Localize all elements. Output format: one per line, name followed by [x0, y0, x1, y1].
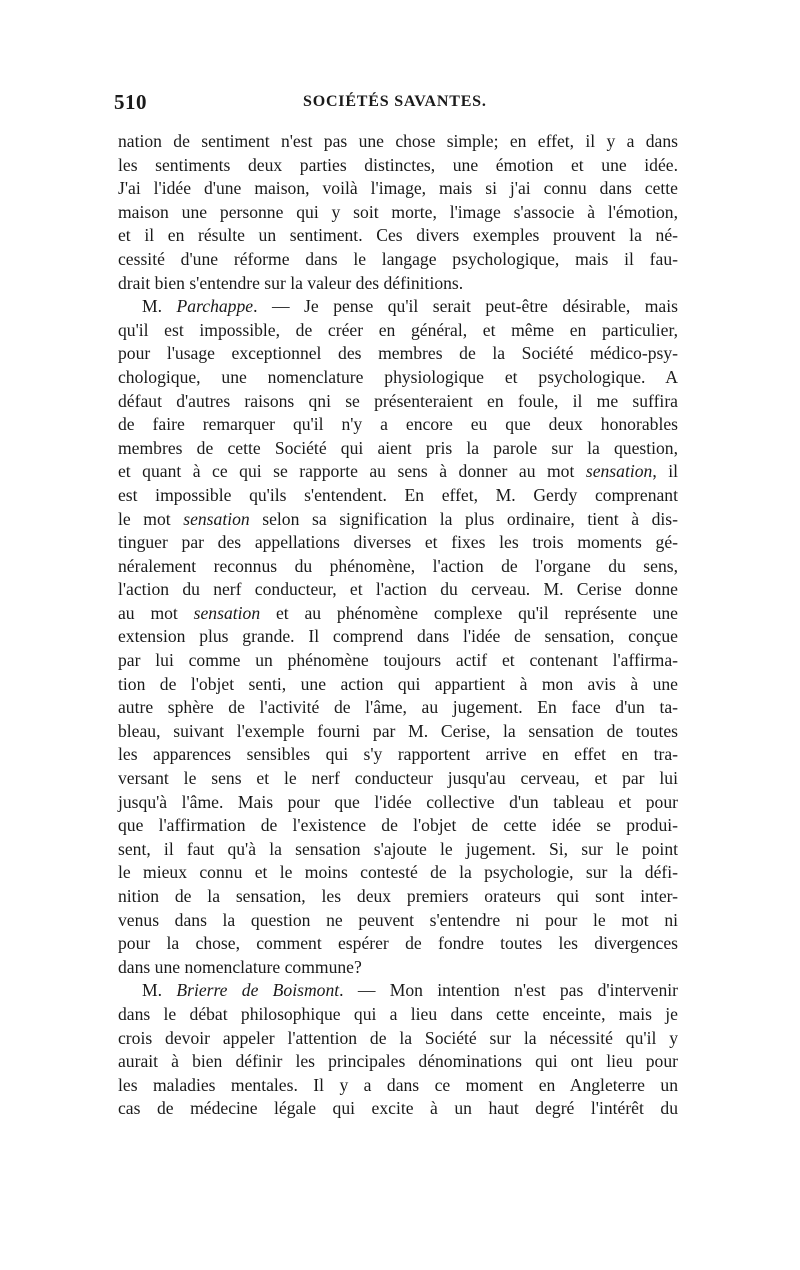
text-line — [118, 177, 678, 201]
text-segment: tinguer par des appellations diverses et fixes les trois moments gé- — [118, 532, 678, 553]
text-line — [118, 1097, 678, 1121]
text-line — [118, 154, 678, 178]
text-line — [118, 1050, 678, 1074]
text-line — [118, 319, 678, 343]
text-line — [118, 531, 678, 555]
text-segment: pour l'usage exceptionnel des membres de la Société médico-psy- — [118, 343, 678, 364]
text-line — [118, 767, 678, 791]
text-segment: extension plus grande. Il comprend dans l'idée de sensation, conçue — [118, 626, 678, 647]
text-line — [118, 673, 678, 697]
text-segment: et au phénomène complexe qu'il représente une — [260, 602, 678, 623]
text-segment: venus dans la question ne peuvent s'entendre ni pour le mot ni — [118, 909, 678, 930]
text-line — [118, 460, 678, 484]
text-segment: et il en résulte un sentiment. Ces divers exemples prouvent la né- — [118, 225, 678, 246]
text-segment: , il — [652, 461, 678, 482]
text-line — [118, 1027, 678, 1051]
text-line — [118, 649, 678, 673]
text-segment: bleau, suivant l'exemple fourni par M. Cerise, la sensation de toutes — [118, 720, 678, 741]
text-segment: cessité d'une réforme dans le langage psychologique, mais il fau- — [118, 248, 678, 269]
text-line — [118, 791, 678, 815]
text-segment: M. — [142, 980, 177, 1001]
text-segment: sent, il faut qu'à la sensation s'ajoute le jugement. Si, sur le point — [118, 838, 678, 859]
text-line — [118, 743, 678, 767]
text-segment: défaut d'autres raisons qni se présenteraient en foule, il me suffira — [118, 390, 678, 411]
text-segment: drait bien s'entendre sur la valeur des définitions. — [118, 272, 464, 293]
text-line — [118, 720, 678, 744]
text-segment: les sentiments deux parties distinctes, une émotion et une idée. — [118, 154, 678, 175]
text-line — [118, 437, 678, 461]
text-segment: dans une nomenclature commune? — [118, 956, 362, 977]
text-line — [118, 130, 678, 154]
text-segment: . — Mon intention n'est pas d'intervenir — [339, 980, 678, 1001]
text-line — [118, 390, 678, 414]
text-line — [118, 342, 678, 366]
text-segment: de faire remarquer qu'il n'y a encore eu que deux honorables — [118, 414, 678, 435]
text-line — [118, 838, 678, 862]
text-segment: crois devoir appeler l'attention de la Société sur la nécessité qu'il y — [118, 1027, 678, 1048]
running-head: SOCIÉTÉS SAVANTES. — [303, 93, 487, 110]
text-segment: que l'affirmation de l'existence de l'objet de cette idée se produi- — [118, 815, 678, 836]
text-segment: qu'il est impossible, de créer en général, et même en particulier, — [118, 319, 678, 340]
text-segment: l'action du nerf conducteur, et l'action du cerveau. M. Cerise donne — [118, 579, 678, 600]
body-text — [118, 130, 678, 1121]
text-line — [118, 555, 678, 579]
text-line — [118, 1074, 678, 1098]
text-segment: J'ai l'idée d'une maison, voilà l'image, mais si j'ai connu dans cette — [118, 178, 678, 199]
text-segment: pour la chose, comment espérer de fondre toutes les divergences — [118, 933, 678, 954]
text-segment: néralement reconnus du phénomène, l'action de l'organe du sens, — [118, 555, 678, 576]
text-segment: maison une personne qui y soit morte, l'image s'associe à l'émotion, — [118, 201, 678, 222]
text-line — [118, 602, 678, 626]
text-line — [118, 814, 678, 838]
text-line — [118, 224, 678, 248]
text-line — [118, 508, 678, 532]
text-segment: les apparences sensibles qui s'y rapportent arrive en effet en tra- — [118, 744, 678, 765]
text-segment: et quant à ce qui se rapporte au sens à donner au mot — [118, 461, 586, 482]
text-line — [118, 366, 678, 390]
text-segment: dans le débat philosophique qui a lieu dans cette enceinte, mais je — [118, 1003, 678, 1024]
text-line — [118, 578, 678, 602]
text-line — [118, 295, 678, 319]
text-line — [118, 956, 678, 980]
page-number: 510 — [114, 90, 147, 114]
text-segment: est impossible qu'ils s'entendent. En effet, M. Gerdy comprenant — [118, 484, 678, 505]
text-line — [118, 272, 678, 296]
text-line — [118, 248, 678, 272]
text-segment: membres de cette Société qui aient pris la parole sur la question, — [118, 437, 678, 458]
page-header — [114, 90, 680, 120]
text-line — [118, 696, 678, 720]
text-line — [118, 201, 678, 225]
text-line — [118, 861, 678, 885]
italic-text: Parchappe — [176, 296, 254, 317]
text-line — [118, 932, 678, 956]
text-line — [118, 885, 678, 909]
text-segment: tion de l'objet senti, une action qui appartient à mon avis à une — [118, 673, 678, 694]
text-segment: les maladies mentales. Il y a dans ce moment en Angleterre un — [118, 1074, 678, 1095]
text-segment: nation de sentiment n'est pas une chose simple; en effet, il y a dans — [118, 131, 678, 151]
text-segment: autre sphère de l'activité de l'âme, au jugement. En face d'un ta- — [118, 697, 678, 718]
text-segment: au mot — [118, 602, 194, 623]
text-segment: selon sa signification la plus ordinaire, tient à dis- — [249, 508, 678, 529]
text-line — [118, 1003, 678, 1027]
italic-text: Brierre de Boismont — [176, 980, 340, 1001]
text-segment: M. — [142, 296, 177, 317]
text-segment: . — Je pense qu'il serait peut-être désirable, mais — [253, 296, 678, 317]
text-segment: versant le sens et le nerf conducteur jusqu'au cerveau, et par lui — [118, 768, 678, 789]
italic-text: sensation — [193, 602, 261, 623]
text-segment: aurait à bien définir les principales dénominations qui ont lieu pour — [118, 1051, 678, 1072]
text-segment: par lui comme un phénomène toujours actif et contenant l'affirma- — [118, 650, 678, 671]
text-line — [118, 484, 678, 508]
text-line — [118, 625, 678, 649]
text-segment: le mieux connu et le moins contesté de la psychologie, sur la défi- — [118, 862, 678, 883]
text-line — [118, 979, 678, 1003]
text-segment: chologique, une nomenclature physiologique et psychologique. A — [118, 366, 678, 387]
italic-text: sensation — [585, 461, 653, 482]
text-segment: jusqu'à l'âme. Mais pour que l'idée collective d'un tableau et pour — [118, 791, 678, 812]
text-segment: le mot — [118, 508, 184, 529]
text-line — [118, 909, 678, 933]
text-line — [118, 413, 678, 437]
italic-text: sensation — [183, 508, 250, 529]
text-segment: nition de la sensation, les deux premiers orateurs qui sont inter- — [118, 886, 678, 906]
text-segment: cas de médecine légale qui excite à un haut degré l'intérêt du — [118, 1098, 678, 1119]
